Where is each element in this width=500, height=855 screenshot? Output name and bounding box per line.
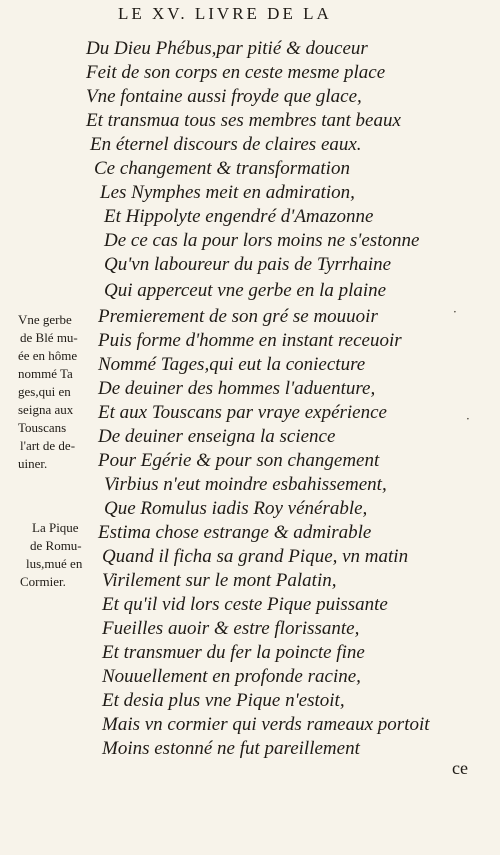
verse-line: Puis forme d'homme en instant receuoir (98, 330, 402, 351)
margin-note-line: La Pique (32, 520, 79, 535)
verse-line: De deuiner des hommes l'aduenture, (98, 378, 376, 399)
margin-note-line: uiner. (18, 456, 48, 471)
verse-line: Et transmuer du fer la poincte fine (102, 642, 365, 663)
verse-line: Du Dieu Phébus,par pitié & douceur (86, 38, 368, 59)
verse-line: De ce cas la pour lors moins ne s'estonne (104, 230, 420, 251)
verse-line: Et aux Touscans par vraye expérience (98, 402, 387, 423)
margin-note-line: ée en hôme (18, 348, 78, 363)
verse-line: Mais vn cormier qui verds rameaux portoit (102, 714, 430, 735)
verse-line: En éternel discours de claires eaux. (90, 134, 362, 155)
verse-line: Les Nymphes meit en admiration, (100, 182, 355, 203)
verse-line: Vne fontaine aussi froyde que glace, (86, 86, 362, 107)
margin-note-line: nommé Ta (18, 366, 73, 381)
verse-line: De deuiner enseigna la science (98, 426, 336, 447)
verse-line: Qu'vn laboureur du pais de Tyrrhaine (104, 254, 392, 275)
running-header: LE XV. LIVRE DE LA (118, 4, 332, 23)
verse-line: Et qu'il vid lors ceste Pique puissante (102, 594, 388, 615)
verse-line: Virbius n'eut moindre esbahissement, (104, 474, 387, 495)
page-speck: · (466, 412, 470, 426)
verse-line: Et Hippolyte engendré d'Amazonne (104, 206, 374, 227)
verse-line: Feit de son corps en ceste mesme place (86, 62, 386, 83)
verse-line: Quand il ficha sa grand Pique, vn matin (102, 546, 409, 567)
margin-note-line: Vne gerbe (18, 312, 72, 327)
verse-line: Et transmua tous ses membres tant beaux (86, 110, 401, 131)
catchword: ce (452, 758, 468, 778)
verse-line: Pour Egérie & pour son changement (98, 450, 380, 471)
margin-note-line: Touscans (18, 420, 67, 435)
verse-line: Nommé Tages,qui eut la coniecture (98, 354, 366, 375)
margin-note-line: seigna aux (18, 402, 74, 417)
margin-note-line: de Blé mu- (20, 330, 78, 345)
margin-note-line: l'art de de- (20, 438, 76, 453)
verse-line: Virilement sur le mont Palatin, (102, 570, 337, 591)
verse-line: Que Romulus iadis Roy vénérable, (104, 498, 368, 519)
verse-line: Et desia plus vne Pique n'estoit, (102, 690, 345, 711)
margin-note-line: de Romu- (30, 538, 82, 553)
verse-line: Fueilles auoir & estre florissante, (102, 618, 360, 639)
margin-note-line: ges,qui en (18, 384, 71, 399)
margin-note-line: Cormier. (20, 574, 66, 589)
verse-line: Ce changement & transformation (94, 158, 350, 179)
verse-line: Qui apperceut vne gerbe en la plaine (104, 280, 387, 301)
margin-note-line: lus,mué en (26, 556, 83, 571)
verse-line: Premierement de son gré se mouuoir (98, 306, 378, 327)
verse-line: Estima chose estrange & admirable (98, 522, 372, 543)
verse-line: Nouuellement en profonde racine, (102, 666, 361, 687)
verse-line: Moins estonné ne fut pareillement (102, 738, 360, 759)
page-speck: · (453, 305, 457, 319)
